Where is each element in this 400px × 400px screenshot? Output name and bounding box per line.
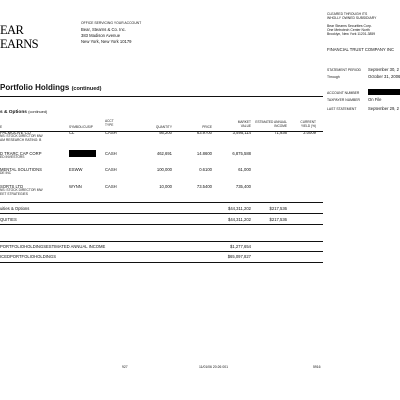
row-1-qty: 56,200 (159, 130, 172, 135)
statement-period-value: September 30, 2 (368, 67, 399, 72)
row-4-note-1: NS: STOCK DIRECTOR MW (0, 188, 43, 192)
footer-left: 927 (122, 365, 128, 369)
row-2-name: D TRARC CAP CORP (0, 151, 42, 156)
row-2-note-1: ED INVESTORS (0, 155, 25, 159)
clearing-line-1: CLEARED THROUGH ITS (327, 12, 368, 16)
clearing-city: Brooklyn, New York 11201-3859 (327, 32, 376, 36)
row-1-acct: CASH (105, 130, 117, 135)
last-statement-label: LAST STATEMENT (327, 107, 357, 111)
row-4-market-value: 735,400 (235, 184, 251, 189)
equities-bottom-rule (0, 224, 323, 225)
statement-period-label: STATEMENT PERIOD (327, 68, 361, 72)
row-3-qty: 100,000 (156, 167, 172, 172)
income-value: $1,277,654 (230, 244, 251, 249)
eq-options-top-rule (0, 202, 323, 203)
equities-income: $217,536 (269, 217, 287, 222)
section-title-continued: (continued) (28, 110, 48, 114)
equities-top-rule (0, 213, 323, 214)
equities-market-value: $44,311,202 (228, 217, 251, 222)
col-price: PRICE (202, 125, 212, 129)
row-1-symbol: CL (69, 130, 75, 135)
col-symbol: SYMBOL/CUSIP (69, 125, 93, 129)
row-1-note-2: AM RESEARCH RATING: B (0, 138, 42, 142)
row-3-name: MENTAL SOLUTIONS (0, 167, 42, 172)
eq-options-market-value: $44,311,202 (228, 206, 251, 211)
eq-options-income: $217,536 (269, 206, 287, 211)
account-number-redacted (368, 89, 400, 95)
row-4-acct: CASH (105, 184, 117, 189)
through-value: October 31, 2006 (368, 74, 400, 79)
page-title-text: Portfolio Holdings (0, 83, 70, 92)
section-title (0, 110, 47, 115)
through-label: Through (327, 75, 340, 79)
row-4-price: 73.5400 (196, 184, 212, 189)
footer-center: 11/01/06 20:26 001 (199, 365, 228, 369)
col-quantity: QUANTITY (155, 125, 172, 129)
clearing-name: Bear Stearns Securities Corp. (327, 24, 372, 28)
income-label: PORTFOLIOHOLDINGSESTIMATED ANNUAL INCOME (0, 244, 106, 249)
row-4-qty: 10,000 (159, 184, 172, 189)
title-rule (0, 96, 323, 97)
office-name: Bear, Stearns & Co. Inc. (81, 27, 126, 32)
col-desc: E (0, 125, 3, 129)
income-rule (0, 251, 323, 252)
portfolio-top-rule (0, 241, 323, 242)
row-2-price: 14.8600 (196, 151, 212, 156)
equities-label: QUITIES (0, 217, 17, 222)
account-number-label: ACCOUNT NUMBER (327, 91, 360, 95)
row-4-note-2: EET STRATEGIES (0, 192, 28, 196)
page-title-continued: (continued) (71, 86, 102, 92)
row-4-symbol: WYNN (69, 184, 82, 189)
row-3-symbol: ESWW (69, 167, 83, 172)
row-3-price: 0.6100 (199, 167, 212, 172)
row-2-qty: 462,691 (156, 151, 172, 156)
row-1-market-value: 3,595,114 (232, 130, 251, 135)
row-1-note-1: NS: STOCK DIRECTOR MW (0, 134, 43, 138)
trust-company: FINANCIAL TRUST COMPANY INC (327, 47, 395, 52)
portfolio-bottom-rule (0, 262, 323, 263)
office-street: 383 Madison Avenue (81, 33, 121, 38)
row-2-market-value: 6,875,588 (232, 151, 251, 156)
row-3-acct: CASH (105, 167, 117, 172)
footer-right: 5916 (313, 365, 321, 369)
col-yield: CURRENT YIELD (%) (300, 120, 316, 128)
section-title-text: s & Options (0, 110, 27, 115)
row-4-name: SORTS LTD (0, 184, 24, 189)
page-title (0, 83, 102, 92)
office-label: OFFICE SERVICING YOUR ACCOUNT (81, 21, 142, 25)
logo-line-1: EAR (0, 23, 24, 37)
row-1-name: PALMOLIVE CO (0, 130, 31, 135)
office-city: New York, New York 10179 (81, 39, 132, 44)
row-2-symbol-redacted (69, 150, 96, 157)
taxpayer-value: On File (368, 97, 382, 102)
taxpayer-label: TAXPAYER NUMBER (327, 98, 360, 102)
eq-options-label: uities & Options (0, 206, 30, 211)
priced-label: ICEDPORTFOLIOHOLDINGS (0, 254, 56, 259)
row-1-price: 63.9700 (196, 130, 212, 135)
col-income: ESTIMATED ANNUAL INCOME (255, 120, 287, 128)
col-acct-type: ACCT TYPE (105, 119, 114, 127)
col-market-value: MARKET VALUE (237, 120, 251, 128)
row-2-acct: CASH (105, 151, 117, 156)
logo-line-2: EARNS (0, 37, 38, 51)
row-1-yield: 2.0009 (303, 130, 316, 135)
row-1-income: 71,936 (274, 130, 287, 135)
last-statement-value: September 29, 2 (368, 106, 399, 111)
priced-value: $65,097,827 (227, 254, 251, 259)
clearing-street: One Metrotech Center North (327, 28, 370, 32)
row-3-market-value: 61,000 (238, 167, 251, 172)
row-3-note-1: DE INC (0, 171, 12, 175)
clearing-line-2: WHOLLY OWNED SUBSIDIARY (327, 16, 377, 20)
